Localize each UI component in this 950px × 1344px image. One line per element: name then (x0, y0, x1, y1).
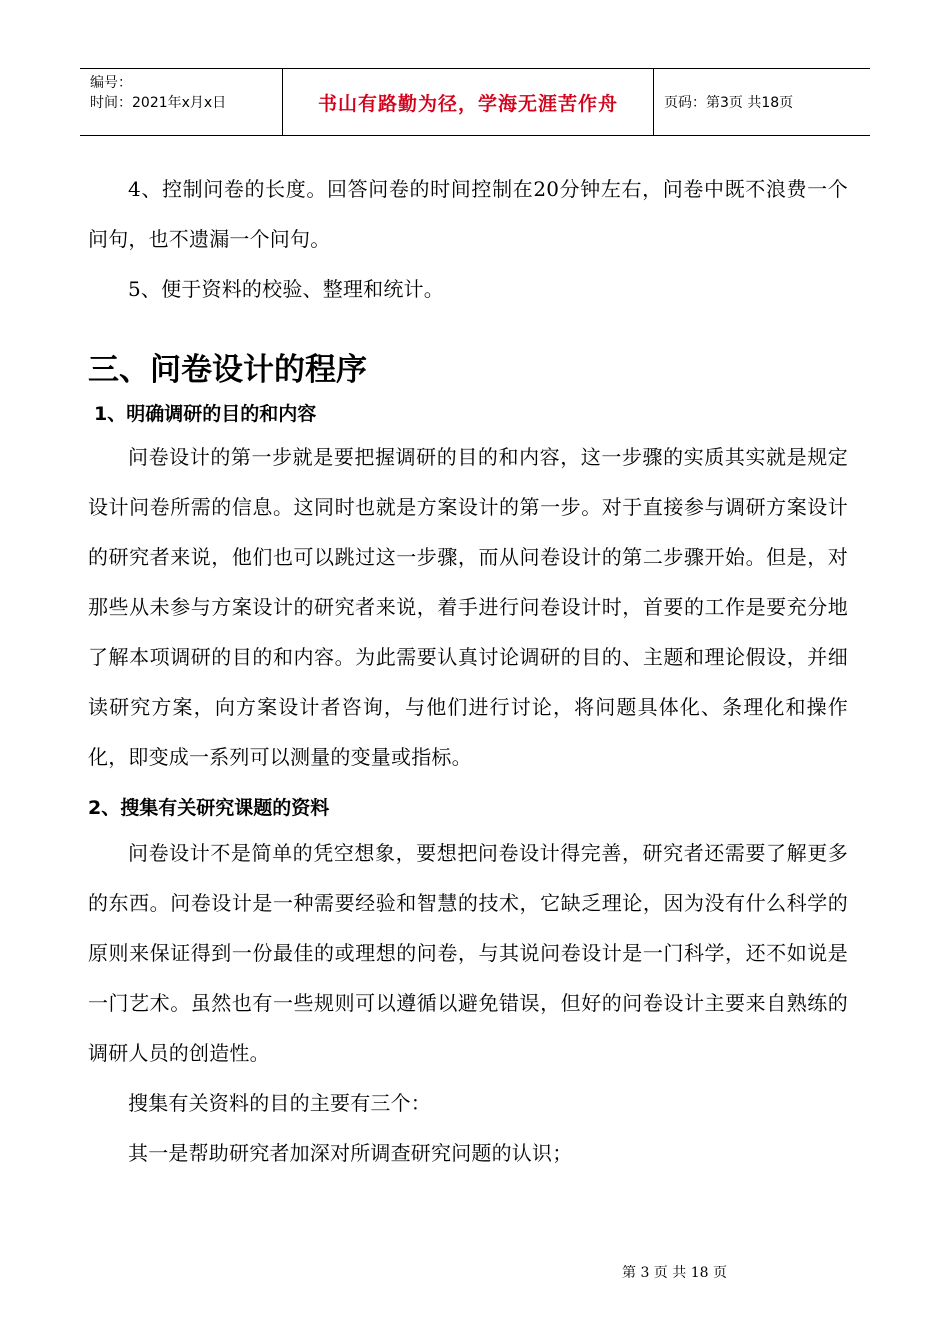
paragraph-first-purpose: 其一是帮助研究者加深对所调查研究问题的认识； (128, 1141, 573, 1165)
section-title: 三、问卷设计的程序 (88, 352, 367, 388)
header-page-number: 页码：第3页 共18页 (664, 95, 794, 111)
header-number: 编号： (90, 75, 132, 91)
header-motto: 书山有路勤为径，学海无涯苦作舟 (282, 69, 654, 135)
paragraph-purpose: 问卷设计的第一步就是要把握调研的目的和内容，这一步骤的实质其实就是规定设计问卷所需的信息。这同时也就是方案设计的第一步。对于直接参与调研方案设计的研究者来说，他们也可以跳过这一步骤，而从问卷设计的第二步骤开始。但是，对那些从未参与方案设计的研究者来说，着手进行问卷设计时，首要的工作是要充分地了解本项调研的目的和内容。为此需要认真讨论调研的目的、主题和理论假设，并细读研究方案，向方案设计者咨询，与他们进行讨论，将问题具体化、条理化和操作化，即变成一系列可以测量的变量或指标。 (88, 445, 848, 769)
subheading-collect-materials: 2、搜集有关研究课题的资料 (88, 797, 330, 819)
header-date: 时间：2021年x月x日 (90, 95, 227, 111)
paragraph-data-check: 5、便于资料的校验、整理和统计。 (128, 277, 444, 301)
page-header (80, 68, 870, 136)
paragraph-length-control: 4、控制问卷的长度。回答问卷的时间控制在20分钟左右，问卷中既不浪费一个问句，也不遗漏一个问句。 (88, 177, 848, 251)
subheading-purpose: 1、明确调研的目的和内容 (94, 403, 317, 425)
paragraph-three-purposes: 搜集有关资料的目的主要有三个： (128, 1091, 431, 1115)
paragraph-collect-materials: 问卷设计不是简单的凭空想象，要想把问卷设计得完善，研究者还需要了解更多的东西。问卷设计是一种需要经验和智慧的技术，它缺乏理论，因为没有什么科学的原则来保证得到一份最佳的或理想的问卷，与其说问卷设计是一门科学，还不如说是一门艺术。虽然也有一些规则可以遵循以避免错误，但好的问卷设计主要来自熟练的调研人员的创造性。 (88, 841, 848, 1065)
header-meta (80, 69, 282, 135)
document-body (88, 164, 848, 1178)
page-footer: 第 3 页 共 18 页 (622, 1265, 727, 1281)
